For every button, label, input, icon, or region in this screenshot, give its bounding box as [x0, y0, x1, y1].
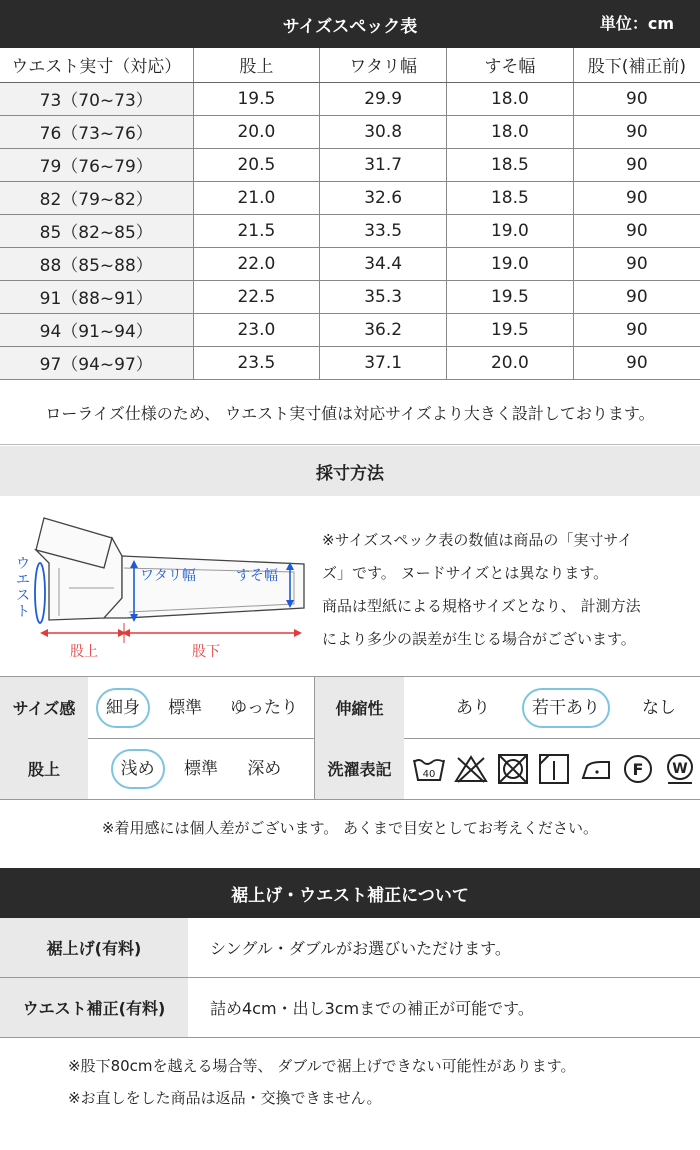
wash-label: 洗濯表記	[314, 738, 404, 799]
size-spec-header	[0, 0, 700, 48]
cell-rise: 23.0	[193, 313, 320, 346]
cell-rise: 20.0	[193, 115, 320, 148]
cell-inseam: 90	[573, 280, 700, 313]
wash-40-icon	[412, 752, 446, 786]
cell-waist: 73（70~73）	[0, 82, 193, 115]
waist-adjust-label: ウエスト補正(有料)	[0, 978, 188, 1037]
cell-rise: 22.0	[193, 247, 320, 280]
cell-inseam: 90	[573, 148, 700, 181]
table-row	[0, 313, 700, 346]
hem-note-line: ※股下80cmを越える場合等、 ダブルで裾上げできない可能性があります。	[68, 1057, 576, 1075]
cell-hem: 19.5	[447, 313, 574, 346]
cell-inseam: 90	[573, 82, 700, 115]
wetclean-w-icon	[663, 752, 697, 786]
stretch-option-slight: 若干あり	[522, 688, 610, 728]
cell-hem: 18.0	[447, 115, 574, 148]
hem-row-value: シングル・ダブルがお選びいただけます。	[210, 939, 511, 958]
rise-options	[106, 738, 296, 799]
no-tumble-dry-icon	[496, 752, 530, 786]
size-feel-option-slim: 細身	[96, 688, 150, 728]
cell-waist: 88（85~88）	[0, 247, 193, 280]
cell-waist: 85（82~85）	[0, 214, 193, 247]
cell-hem: 19.0	[447, 247, 574, 280]
iron-low-icon	[579, 752, 613, 786]
size-feel-option-standard: 標準	[168, 697, 203, 718]
cell-thigh: 30.8	[320, 115, 447, 148]
cell-thigh: 36.2	[320, 313, 447, 346]
column-header-rise: 股上	[193, 48, 320, 82]
fit-note: ※着用感には個人差がございます。 あくまで目安としてお考えください。	[101, 818, 599, 837]
inseam-label: 股下	[192, 644, 220, 660]
dryclean-f-icon	[621, 752, 655, 786]
measure-description	[322, 524, 692, 656]
cell-inseam: 90	[573, 214, 700, 247]
cell-inseam: 90	[573, 313, 700, 346]
cell-thigh: 34.4	[320, 247, 447, 280]
cell-thigh: 37.1	[320, 346, 447, 379]
table-row	[0, 346, 700, 379]
waist-adjust-row	[0, 978, 700, 1038]
table-row	[0, 82, 700, 115]
cell-rise: 20.5	[193, 148, 320, 181]
rise-option-standard: 標準	[183, 758, 218, 779]
cell-rise: 22.5	[193, 280, 320, 313]
suso-label: すそ幅	[236, 568, 278, 584]
cell-hem: 20.0	[447, 346, 574, 379]
cell-hem: 18.5	[447, 181, 574, 214]
table-row	[0, 247, 700, 280]
wetclean-letter: W	[672, 760, 688, 777]
no-bleach-icon	[454, 752, 488, 786]
measure-text-line: により多少の誤差が生じる場合がございます。	[322, 630, 636, 648]
hem-adjust-title: 裾上げ・ウエスト補正について	[231, 885, 469, 906]
measure-text-line: ※サイズスペック表の数値は商品の「実寸サイ	[322, 531, 633, 549]
cell-hem: 19.5	[447, 280, 574, 313]
attribute-grid	[0, 676, 700, 780]
hem-row-label: 裾上げ(有料)	[0, 918, 188, 977]
watari-label: ワタリ幅	[140, 568, 196, 584]
cell-waist: 94（91~94）	[0, 313, 193, 346]
size-feel-options	[92, 677, 312, 738]
table-header-row	[0, 48, 700, 82]
column-header-inseam: 股下(補正前)	[573, 48, 700, 82]
cell-inseam: 90	[573, 247, 700, 280]
size-feel-option-loose: ゆったり	[230, 697, 298, 718]
wash-symbols	[412, 738, 697, 799]
cell-thigh: 31.7	[320, 148, 447, 181]
attribute-row-2	[0, 738, 700, 800]
rise-option-low: 浅め	[111, 749, 165, 789]
wash-temp: 40	[422, 768, 436, 780]
column-header-hem: すそ幅	[447, 48, 574, 82]
pants-measurement-diagram	[4, 508, 314, 668]
measure-text-line: ズ」です。 ヌードサイズとは異なります。	[322, 564, 609, 582]
cell-rise: 19.5	[193, 82, 320, 115]
measure-method-header	[0, 446, 700, 496]
cell-hem: 18.5	[447, 148, 574, 181]
stretch-options	[446, 677, 686, 738]
cell-inseam: 90	[573, 346, 700, 379]
hem-adjust-header	[0, 868, 700, 918]
size-spec-title: サイズスペック表	[282, 16, 418, 37]
cell-hem: 19.0	[447, 214, 574, 247]
cell-inseam: 90	[573, 181, 700, 214]
stretch-label: 伸縮性	[314, 677, 404, 738]
cell-waist: 91（88~91）	[0, 280, 193, 313]
measure-text-line: 商品は型紙による規格サイズとなり、 計測方法	[322, 597, 641, 615]
dryclean-letter: F	[632, 759, 644, 779]
rise-label: 股上	[70, 644, 98, 660]
cell-hem: 18.0	[447, 82, 574, 115]
cell-waist: 76（73~76）	[0, 115, 193, 148]
cell-inseam: 90	[573, 115, 700, 148]
rise-option-high: 深め	[247, 758, 282, 779]
cell-rise: 21.5	[193, 214, 320, 247]
table-row	[0, 181, 700, 214]
hem-note-line: ※お直しをした商品は返品・交換できません。	[68, 1089, 382, 1107]
cell-thigh: 29.9	[320, 82, 447, 115]
cell-waist: 79（76~79）	[0, 148, 193, 181]
cell-thigh: 33.5	[320, 214, 447, 247]
attribute-row-1	[0, 677, 700, 739]
table-row	[0, 214, 700, 247]
table-row	[0, 280, 700, 313]
table-row	[0, 148, 700, 181]
cell-thigh: 32.6	[320, 181, 447, 214]
unit-label: 単位：cm	[599, 14, 674, 33]
cell-waist: 82（79~82）	[0, 181, 193, 214]
cell-waist: 97（94~97）	[0, 346, 193, 379]
rise-attr-label: 股上	[0, 738, 88, 799]
waist-adjust-value: 詰め4cm・出し3cmまでの補正が可能です。	[210, 999, 534, 1018]
cell-rise: 21.0	[193, 181, 320, 214]
measure-method-title: 採寸方法	[316, 463, 384, 484]
size-spec-table	[0, 48, 700, 380]
hem-row	[0, 918, 700, 978]
hem-notes	[68, 1050, 688, 1114]
waist-label: ウエスト	[16, 556, 30, 620]
cell-thigh: 35.3	[320, 280, 447, 313]
stretch-option-none: なし	[642, 697, 676, 718]
line-dry-shade-icon	[537, 752, 571, 786]
stretch-option-yes: あり	[456, 697, 490, 718]
cell-rise: 23.5	[193, 346, 320, 379]
lowrise-note: ローライズ仕様のため、 ウエスト実寸値は対応サイズより大きく設計しております。	[0, 381, 700, 445]
column-header-waist: ウエスト実寸（対応）	[0, 48, 193, 82]
table-row	[0, 115, 700, 148]
column-header-thigh: ワタリ幅	[320, 48, 447, 82]
size-feel-label: サイズ感	[0, 677, 88, 738]
